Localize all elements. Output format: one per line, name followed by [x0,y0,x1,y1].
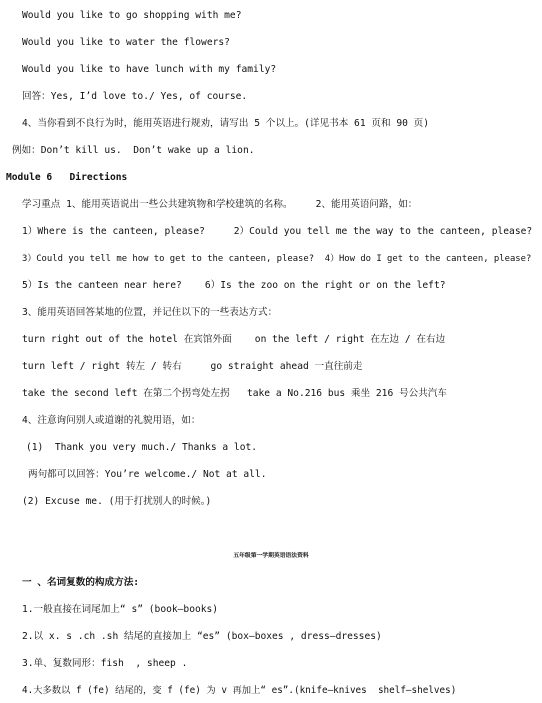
text-line-turn-left: turn left / right 转左 / 转右 go straight ahead 一直往前走 [22,361,363,372]
text-line-questions-1-2: 1）Where is the canteen, please? 2）Could you tell me the way to the canteen, please? [22,226,533,237]
text-line-questions-5-6: 5）Is the canteen near here? 6）Is the zoo on the right or on the left? [22,280,446,291]
text-line-reply: 两句都可以回答：You’re welcome./ Not at all. [28,469,267,480]
text-line-point-4: 4、当你看到不良行为时，能用英语进行规劝，请写出 5 个以上。(详见书本 61 页和 90 页) [22,118,430,129]
text-line-rule-2: 2.以 x. s .ch .sh 结尾的直接加上 “es” (box—boxes , dress—dresses) [22,631,382,642]
text-line-would-like-water: Would you like to water the flowers? [22,37,230,48]
text-line-turn-right: turn right out of the hotel 在宾馆外面 on the left / right 在左边 / 在右边 [22,334,446,345]
section-title: 五年级第一学期英语语法资料 [233,553,309,559]
text-line-excuse-me: (2) Excuse me. (用于打扰别人的时候。) [22,496,212,507]
module-heading: Module 6 Directions [6,172,128,183]
text-line-questions-3-4: 3）Could you tell me how to get to the canteen, please? 4）How do I get to the canteen, please? [22,254,532,264]
text-line-point-3: 3、能用英语回答某地的位置，并记住以下的一些表达方式： [22,307,278,318]
text-line-rule-4: 4.大多数以 f (fe) 结尾的，变 f (fe) 为 v 再加上“ es”.(knife—knives shelf—shelves) [22,685,457,696]
subsection-heading: 一 、名词复数的构成方法: [22,577,140,588]
text-line-rule-3: 3.单、复数同形：fish , sheep . [22,658,188,669]
text-line-thank-you: (1) Thank you very much./ Thanks a lot. [26,442,258,453]
text-line-would-like-lunch: Would you like to have lunch with my family? [22,64,277,75]
text-line-point-4-polite: 4、注意询问别人或道谢的礼貌用语，如： [22,415,201,426]
text-line-example: 例如：Don’t kill us. Don’t wake up a lion. [12,145,255,156]
text-line-rule-1: 1.一般直接在词尾加上“ s” (book—books) [22,604,219,615]
text-line-key-points: 学习重点 1、能用英语说出一些公共建筑物和学校建筑的名称。 2、能用英语问路，如： [22,199,418,210]
text-line-answer: 回答：Yes, I’d love to./ Yes, of course. [22,91,248,102]
text-line-would-like-shopping: Would you like to go shopping with me? [22,10,242,21]
text-line-take-second-left: take the second left 在第二个拐弯处左拐 take a No.216 bus 乘坐 216 号公共汽车 [22,388,447,399]
